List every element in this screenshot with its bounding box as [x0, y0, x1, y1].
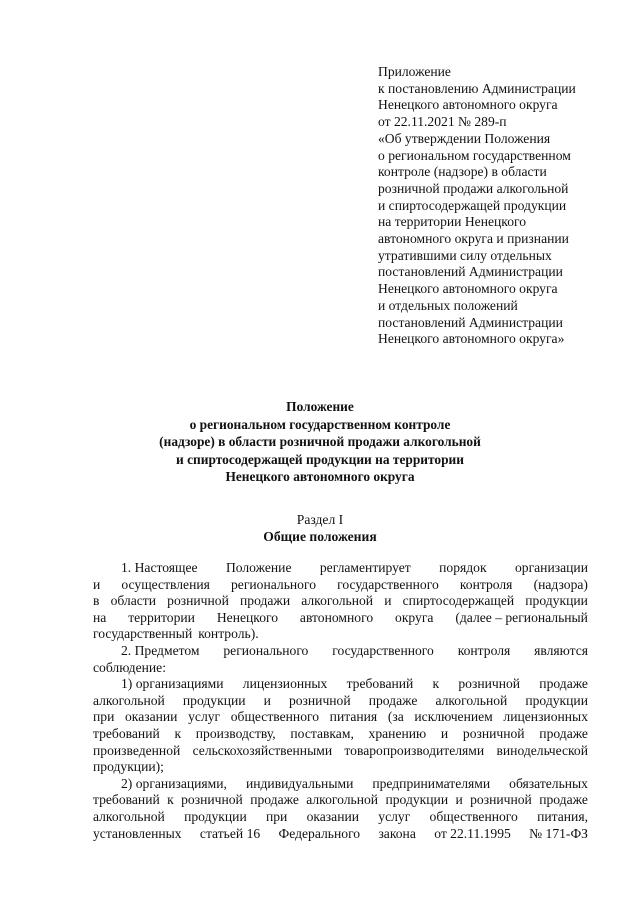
- title-line: и спиртосодержащей продукции на территории: [176, 451, 464, 467]
- appendix-line: и спиртосодержащей продукции: [378, 197, 567, 213]
- appendix-line: о региональном государственном: [378, 147, 571, 163]
- body-word: хранению: [368, 725, 427, 741]
- body-word: алкогольной: [93, 808, 165, 824]
- body-word: государственный: [93, 626, 193, 642]
- body-line: [93, 759, 588, 776]
- body-word: продукции: [385, 792, 449, 808]
- body-word: статьей 16: [199, 825, 261, 841]
- body-word: услуг: [378, 808, 411, 824]
- body-word: в: [93, 593, 100, 609]
- body-word: на: [93, 609, 107, 625]
- title-line: (надзоре) в области розничной продажи алкогольной: [159, 434, 481, 449]
- body-line: [93, 709, 588, 726]
- body-word: питания,: [537, 808, 588, 824]
- body-word: при: [265, 808, 288, 824]
- body-line: [93, 610, 588, 627]
- body-word: регламентирует: [319, 560, 411, 575]
- appendix-line: розничной продажи алкогольной: [378, 180, 569, 196]
- body-word: соблюдение:: [93, 659, 166, 675]
- appendix-line: Приложение: [378, 64, 451, 79]
- body-word: государственного: [337, 576, 439, 592]
- body-word: производству,: [195, 725, 276, 741]
- body-word: оказании: [306, 808, 360, 824]
- body-word: розничной: [181, 792, 243, 808]
- body-word: установленных: [93, 825, 182, 841]
- body-word: осуществления: [121, 576, 210, 592]
- body-word: к: [167, 792, 174, 808]
- body-word: Федерального: [278, 825, 361, 841]
- body-word: порядок: [439, 560, 487, 575]
- body-word: и: [440, 725, 449, 741]
- body-word: розничной: [288, 692, 351, 708]
- body-word: и: [93, 576, 101, 592]
- body-line: [93, 660, 588, 677]
- body-word: алкогольной: [93, 692, 165, 708]
- body-word: округа: [395, 609, 434, 625]
- body-word: 2) организациями,: [121, 775, 227, 791]
- body-word: и: [384, 593, 392, 609]
- body-line: [93, 743, 588, 760]
- body-word: продукции: [525, 692, 588, 708]
- body-word: товаропроизводителями: [344, 742, 485, 758]
- body-word: винодельческой: [496, 742, 588, 758]
- body-word: закона: [378, 825, 416, 841]
- appendix-block: [378, 64, 618, 348]
- title-line: Положение: [286, 399, 354, 414]
- body-word: при: [93, 709, 115, 725]
- body-word: 1. Настоящее: [121, 560, 198, 575]
- appendix-line: автономного округа и признании: [378, 231, 569, 247]
- body-word: (далее – региональный: [455, 609, 588, 625]
- body-line: [93, 726, 588, 743]
- body-word: контроль).: [198, 626, 259, 642]
- body-word: продукции: [525, 593, 588, 609]
- body-word: и: [263, 692, 271, 708]
- body-word: услуг: [188, 709, 221, 725]
- body-word: спиртосодержащей: [402, 593, 515, 609]
- body-word: продукции: [182, 692, 246, 708]
- body-word: от 22.11.1995: [434, 825, 511, 841]
- body-word: территории: [128, 609, 195, 625]
- document-title: [60, 398, 580, 486]
- body-word: контроля: [459, 576, 513, 592]
- body-word: автономного: [299, 609, 374, 625]
- body-line: [93, 693, 588, 710]
- body-word: продукции);: [93, 759, 164, 775]
- section-number: Раздел I: [296, 512, 344, 527]
- appendix-line: Ненецкого автономного округа»: [378, 331, 565, 347]
- body-word: государственного: [332, 642, 434, 658]
- body-word: области: [110, 593, 157, 609]
- body-word: общественного: [429, 808, 518, 824]
- appendix-line: Ненецкого автономного округа: [378, 97, 558, 113]
- body-word: продаже: [539, 725, 588, 741]
- body-word: произведенной: [93, 742, 181, 758]
- body-line: [93, 776, 588, 793]
- body-word: (надзора): [533, 576, 588, 592]
- body-word: 1) организациями: [121, 676, 224, 692]
- body-word: регионального: [223, 642, 309, 658]
- body-line: [93, 676, 588, 693]
- body-word: (за: [387, 709, 404, 725]
- appendix-line: «Об утверждении Положения: [378, 130, 551, 146]
- body-word: требований: [93, 792, 160, 808]
- appendix-line: и отдельных положений: [378, 297, 518, 313]
- body-word: индивидуальными: [245, 775, 354, 791]
- body-word: 2. Предметом: [121, 642, 200, 658]
- appendix-line: к постановлению Администрации: [378, 80, 576, 96]
- body-word: алкогольной: [306, 792, 379, 808]
- body-text: [93, 560, 588, 842]
- body-line: [93, 626, 588, 643]
- body-word: продаже: [539, 792, 588, 808]
- body-line: [93, 792, 588, 809]
- body-line: [93, 643, 588, 660]
- body-word: предпринимателями: [372, 775, 491, 791]
- body-line: [93, 809, 588, 826]
- title-line: Ненецкого автономного округа: [225, 469, 415, 484]
- body-word: регионального: [231, 576, 316, 592]
- body-line: [93, 577, 588, 594]
- body-word: поставкам,: [290, 725, 354, 741]
- appendix-line: на территории Ненецкого: [378, 214, 527, 230]
- body-word: общественного: [230, 709, 320, 725]
- title-line: о региональном государственном контроле: [189, 416, 451, 432]
- body-word: алкогольной: [435, 692, 508, 708]
- appendix-line: Ненецкого автономного округа: [378, 281, 558, 297]
- appendix-line: постановлений Администрации: [378, 314, 563, 330]
- body-word: оказании: [125, 709, 178, 725]
- body-word: к: [174, 725, 182, 741]
- body-word: к: [432, 676, 440, 692]
- body-word: лицензионных: [242, 676, 328, 692]
- body-word: розничной: [167, 593, 229, 609]
- body-word: контроля: [457, 642, 511, 658]
- body-word: продукции: [184, 808, 247, 824]
- appendix-line: от 22.11.2021 № 289-п: [378, 114, 507, 130]
- body-word: продажи: [240, 593, 291, 609]
- body-word: продаже: [250, 792, 299, 808]
- section-title: Общие положения: [263, 529, 377, 544]
- body-line: [93, 826, 588, 843]
- body-word: требований: [93, 725, 160, 741]
- body-word: лицензионных: [503, 709, 588, 725]
- body-line: [93, 560, 588, 577]
- appendix-line: постановлений Администрации: [378, 264, 563, 280]
- body-word: алкогольной: [301, 593, 374, 609]
- body-word: продаже: [539, 676, 588, 692]
- body-word: и: [455, 792, 463, 808]
- appendix-line: утратившими силу отдельных: [378, 247, 552, 263]
- body-line: [93, 593, 588, 610]
- body-word: обязательных: [509, 775, 588, 791]
- body-word: питания: [329, 709, 378, 725]
- body-word: розничной: [462, 725, 525, 741]
- body-word: продаже: [368, 692, 418, 708]
- body-word: являются: [534, 642, 588, 658]
- appendix-line: контроле (надзоре) в области: [378, 164, 547, 180]
- body-word: Ненецкого: [216, 609, 279, 625]
- body-word: сельскохозяйственными: [192, 742, 333, 758]
- body-word: организации: [514, 560, 588, 575]
- body-word: Положение: [225, 560, 292, 575]
- body-word: № 171-ФЗ: [529, 825, 588, 841]
- body-word: розничной: [470, 792, 532, 808]
- body-word: розничной: [458, 676, 521, 692]
- body-word: исключением: [414, 709, 493, 725]
- body-word: требований: [346, 676, 414, 692]
